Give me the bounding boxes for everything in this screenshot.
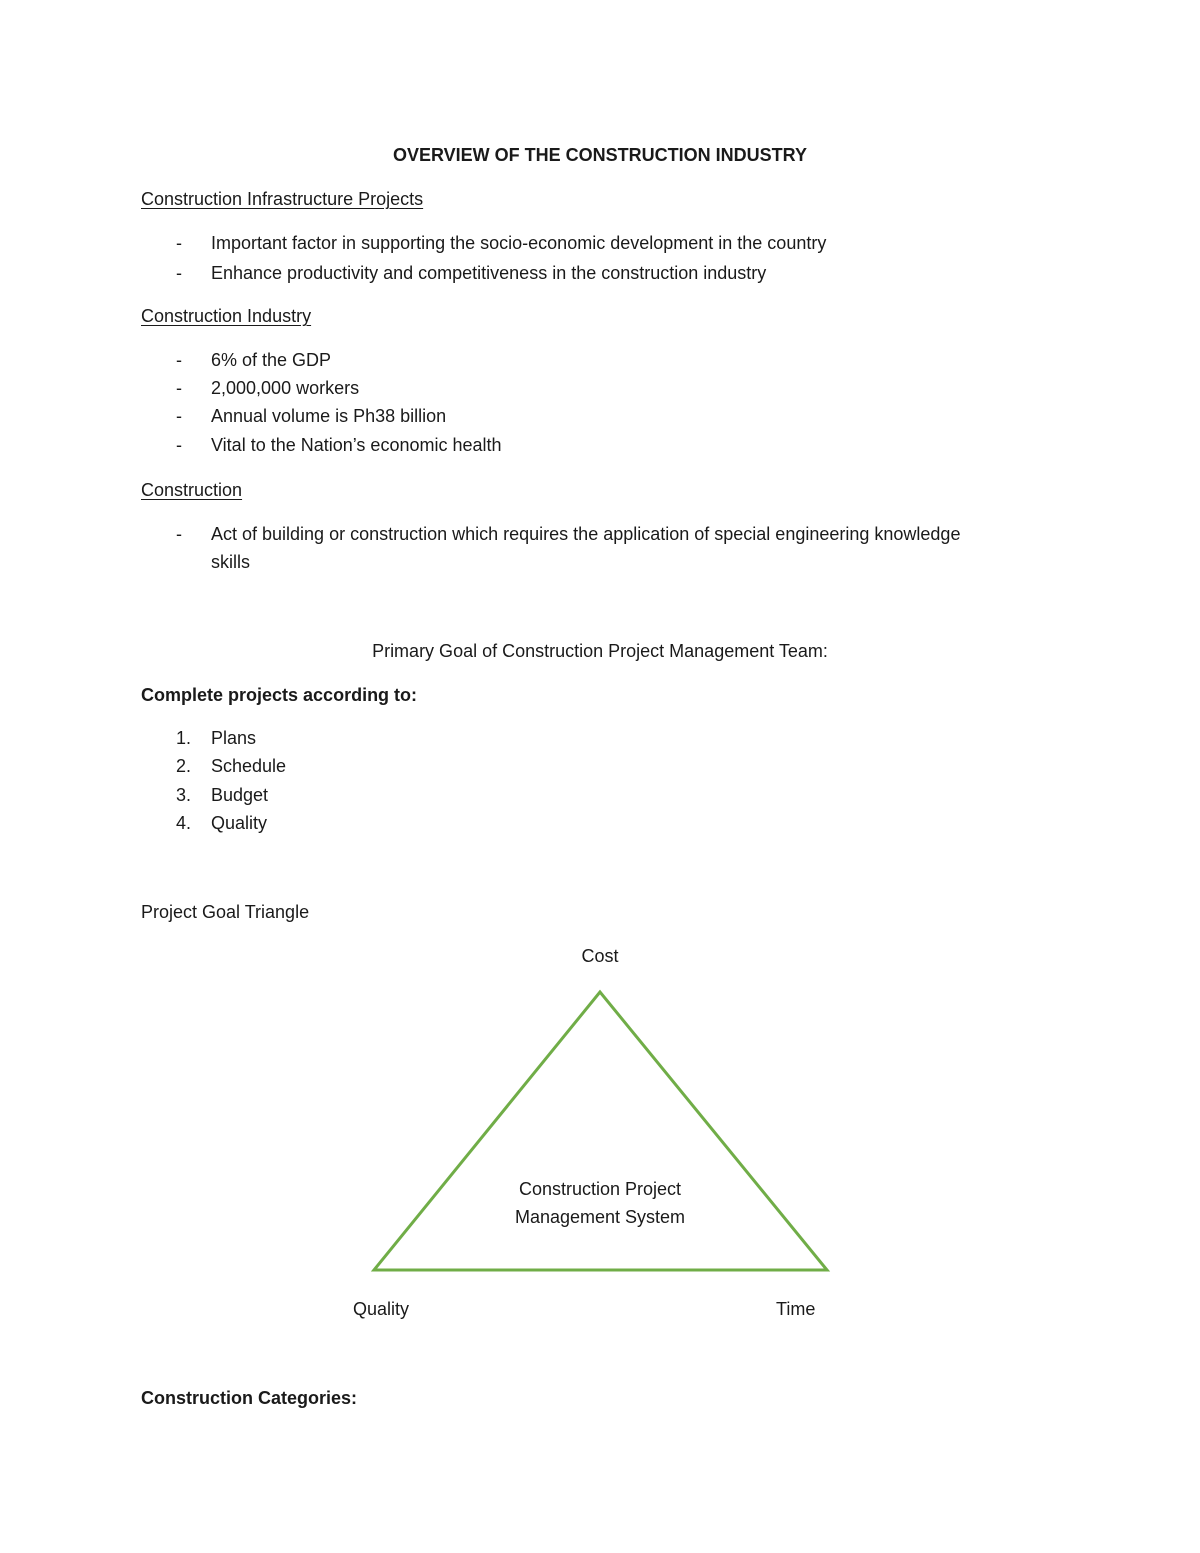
bullet-marker: - [176,350,182,370]
bullet-marker: - [176,435,182,455]
triangle-heading: Project Goal Triangle [141,902,310,922]
goal-intro: Complete projects according to: [141,685,418,705]
document-title: OVERVIEW OF THE CONSTRUCTION INDUSTRY [392,145,808,165]
triangle-label-cost: Cost [581,946,619,966]
triangle-center-line1: Construction Project [518,1179,682,1199]
list-item: Vital to the Nation’s economic health [211,435,502,455]
bullet-marker: - [176,233,182,253]
list-item: Annual volume is Ph38 billion [211,406,447,426]
categories-heading: Construction Categories: [141,1388,358,1408]
list-item: 6% of the GDP [211,350,332,370]
list-item: 2,000,000 workers [211,378,360,398]
bullet-marker: - [176,263,182,283]
bullet-marker: - [176,524,182,544]
triangle-label-time: Time [776,1299,816,1319]
triangle-label-quality: Quality [353,1299,410,1319]
list-number: 3. [176,785,192,805]
list-item: Enhance productivity and competitiveness in the construction industry [211,263,767,283]
bullet-marker: - [176,406,182,426]
list-number: 4. [176,813,192,833]
list-number: 2. [176,756,192,776]
goal-item-schedule: Schedule [211,756,287,776]
section-heading-industry: Construction Industry [141,306,312,326]
list-item: Important factor in supporting the socio-economic development in the country [211,233,827,253]
section-heading-construction: Construction [141,480,243,500]
goal-item-budget: Budget [211,785,269,805]
section-heading-infrastructure: Construction Infrastructure Projects [141,189,424,209]
goal-item-quality: Quality [211,813,268,833]
bullet-marker: - [176,378,182,398]
goal-heading: Primary Goal of Construction Project Management Team: [372,641,828,661]
list-item-continuation: skills [211,552,250,572]
list-item: Act of building or construction which requires the application of special engineering knowledge [211,524,961,544]
goal-item-plans: Plans [211,728,257,748]
triangle-center-line2: Management System [514,1207,686,1227]
triangle-outline [374,992,827,1270]
list-number: 1. [176,728,192,748]
